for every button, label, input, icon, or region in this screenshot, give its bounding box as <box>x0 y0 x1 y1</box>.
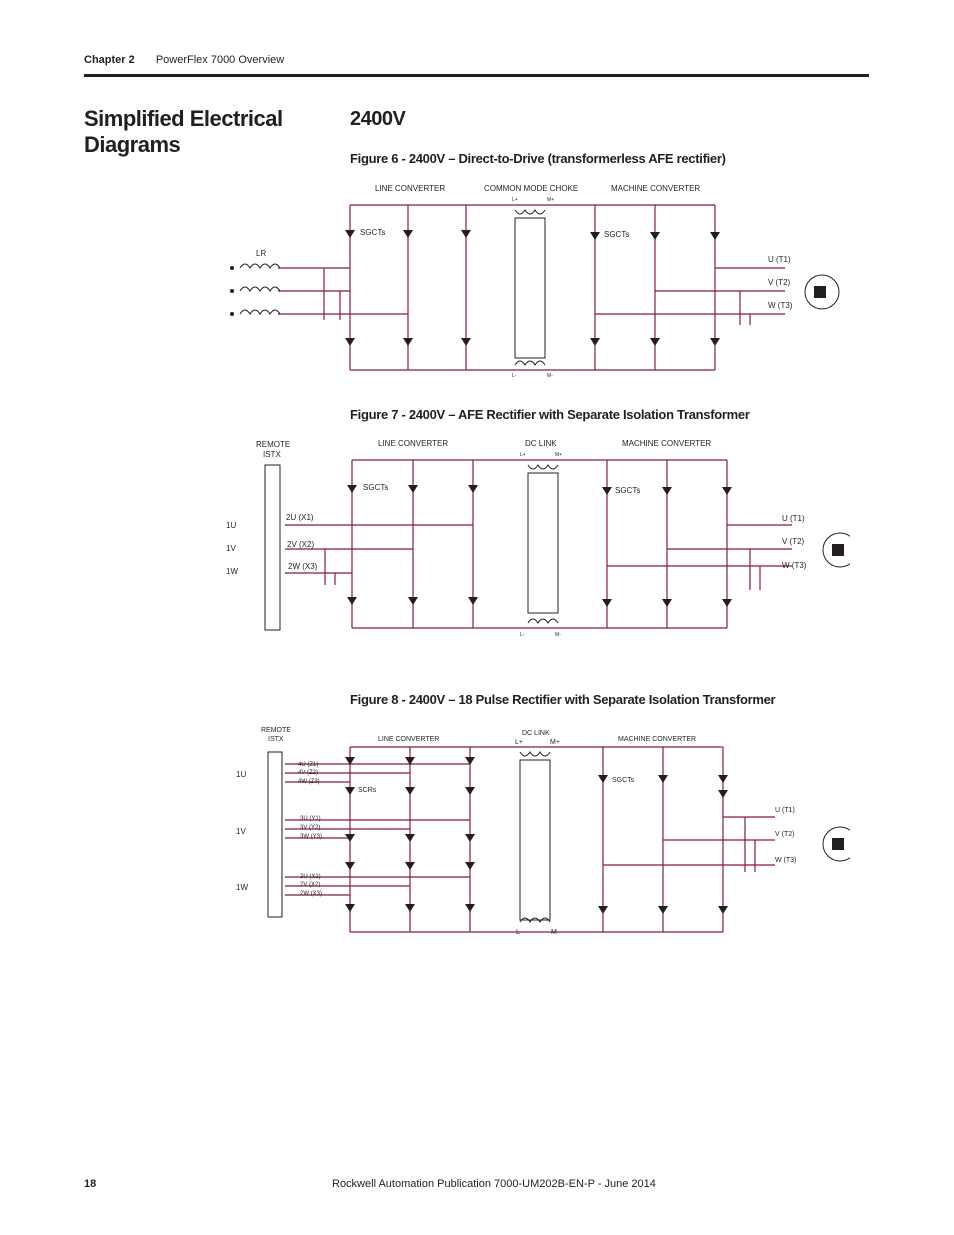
fig8-u-out: U (T1) <box>775 807 795 814</box>
figure-7-diagram <box>210 435 850 650</box>
fig7-l-plus: L+ <box>520 452 526 458</box>
fig7-m-plus: M+ <box>555 452 563 458</box>
fig8-in-1u: 1U <box>236 770 247 779</box>
fig8-l-plus: L+ <box>515 739 523 746</box>
fig8-machine-converter-label: MACHINE CONVERTER <box>618 736 697 743</box>
fig6-left-device-label: SGCTs <box>360 228 386 237</box>
fig8-right-device-label: SGCTs <box>612 777 635 784</box>
fig6-v-out: V (T2) <box>768 278 791 287</box>
fig6-m-plus: M+ <box>547 197 555 203</box>
running-header <box>84 54 284 66</box>
fig8-z3: 4W (Z3) <box>298 779 320 785</box>
fig7-in-1u: 1U <box>226 521 237 530</box>
fig6-machine-converter-label: MACHINE CONVERTER <box>611 184 701 193</box>
figure-6-caption: Figure 6 - 2400V – Direct-to-Drive (transformerless AFE rectifier) <box>350 151 726 166</box>
fig7-m-minus: M- <box>555 632 561 638</box>
fig7-in-1w: 1W <box>226 567 238 576</box>
fig6-input-label: LR <box>256 249 267 258</box>
fig6-m-minus: M- <box>547 373 553 379</box>
fig8-remote-label: REMOTE <box>261 727 291 734</box>
publication-info: Rockwell Automation Publication 7000-UM202B-EN-P - June 2014 <box>332 1178 656 1190</box>
fig8-line-converter-label: LINE CONVERTER <box>378 736 440 743</box>
fig7-right-device-label: SGCTs <box>615 486 641 495</box>
fig7-u-out: U (T1) <box>782 514 805 523</box>
fig8-y3: 3W (Y3) <box>300 834 323 840</box>
fig8-l-minus: L- <box>516 929 523 936</box>
fig8-w-out: W (T3) <box>775 857 797 864</box>
fig6-middle-label: COMMON MODE CHOKE <box>484 184 579 193</box>
fig6-line-converter-label: LINE CONVERTER <box>375 184 446 193</box>
fig7-istx-label: ISTX <box>263 450 281 459</box>
fig7-in-1v: 1V <box>226 544 236 553</box>
fig6-l-plus: L+ <box>512 197 518 203</box>
chapter-label: Chapter 2 <box>84 54 135 66</box>
fig7-x2: 2V (X2) <box>287 540 315 549</box>
fig8-in-1v: 1V <box>236 827 246 836</box>
section-title: Simplified Electrical Diagrams <box>84 106 283 157</box>
fig7-machine-converter-label: MACHINE CONVERTER <box>622 439 712 448</box>
fig8-istx-label: ISTX <box>268 736 284 743</box>
fig7-line-converter-label: LINE CONVERTER <box>378 439 449 448</box>
fig8-y2: 3V (Y2) <box>300 825 321 831</box>
fig6-right-device-label: SGCTs <box>604 230 630 239</box>
figure-8-diagram <box>210 722 850 942</box>
fig8-middle-label: DC LINK <box>522 730 550 737</box>
fig6-u-out: U (T1) <box>768 255 791 264</box>
fig7-w-out: W (T3) <box>782 561 807 570</box>
fig8-x2: 2V (X2) <box>300 882 321 888</box>
fig6-w-out: W (T3) <box>768 301 793 310</box>
fig8-in-1w: 1W <box>236 883 248 892</box>
subsection-title: 2400V <box>350 108 406 130</box>
fig8-z2: 4V (Z2) <box>298 770 319 776</box>
fig8-m-minus: M- <box>551 929 560 936</box>
fig8-x3: 2W (X3) <box>300 891 323 897</box>
fig8-left-device-label: SCRs <box>358 787 377 794</box>
header-rule <box>84 74 869 77</box>
fig7-middle-label: DC LINK <box>525 439 557 448</box>
fig8-y1: 3U (Y1) <box>300 816 321 822</box>
fig7-v-out: V (T2) <box>782 537 805 546</box>
fig6-l-minus: L- <box>512 373 517 379</box>
fig8-x1: 2U (X1) <box>300 874 321 880</box>
figure-8-caption: Figure 8 - 2400V – 18 Pulse Rectifier with Separate Isolation Transformer <box>350 692 776 707</box>
fig7-x3: 2W (X3) <box>288 562 318 571</box>
figure-6-diagram <box>210 180 850 380</box>
fig7-left-device-label: SGCTs <box>363 483 389 492</box>
fig7-x1: 2U (X1) <box>286 513 314 522</box>
chapter-title: PowerFlex 7000 Overview <box>155 54 285 66</box>
fig7-remote-label: REMOTE <box>256 440 291 449</box>
fig8-v-out: V (T2) <box>775 831 795 838</box>
fig8-m-plus: M+ <box>550 739 560 746</box>
figure-7-caption: Figure 7 - 2400V – AFE Rectifier with Separate Isolation Transformer <box>350 407 750 422</box>
page-number: 18 <box>84 1178 97 1190</box>
fig7-l-minus: L- <box>520 632 525 638</box>
fig8-z1: 4U (Z1) <box>298 762 319 768</box>
